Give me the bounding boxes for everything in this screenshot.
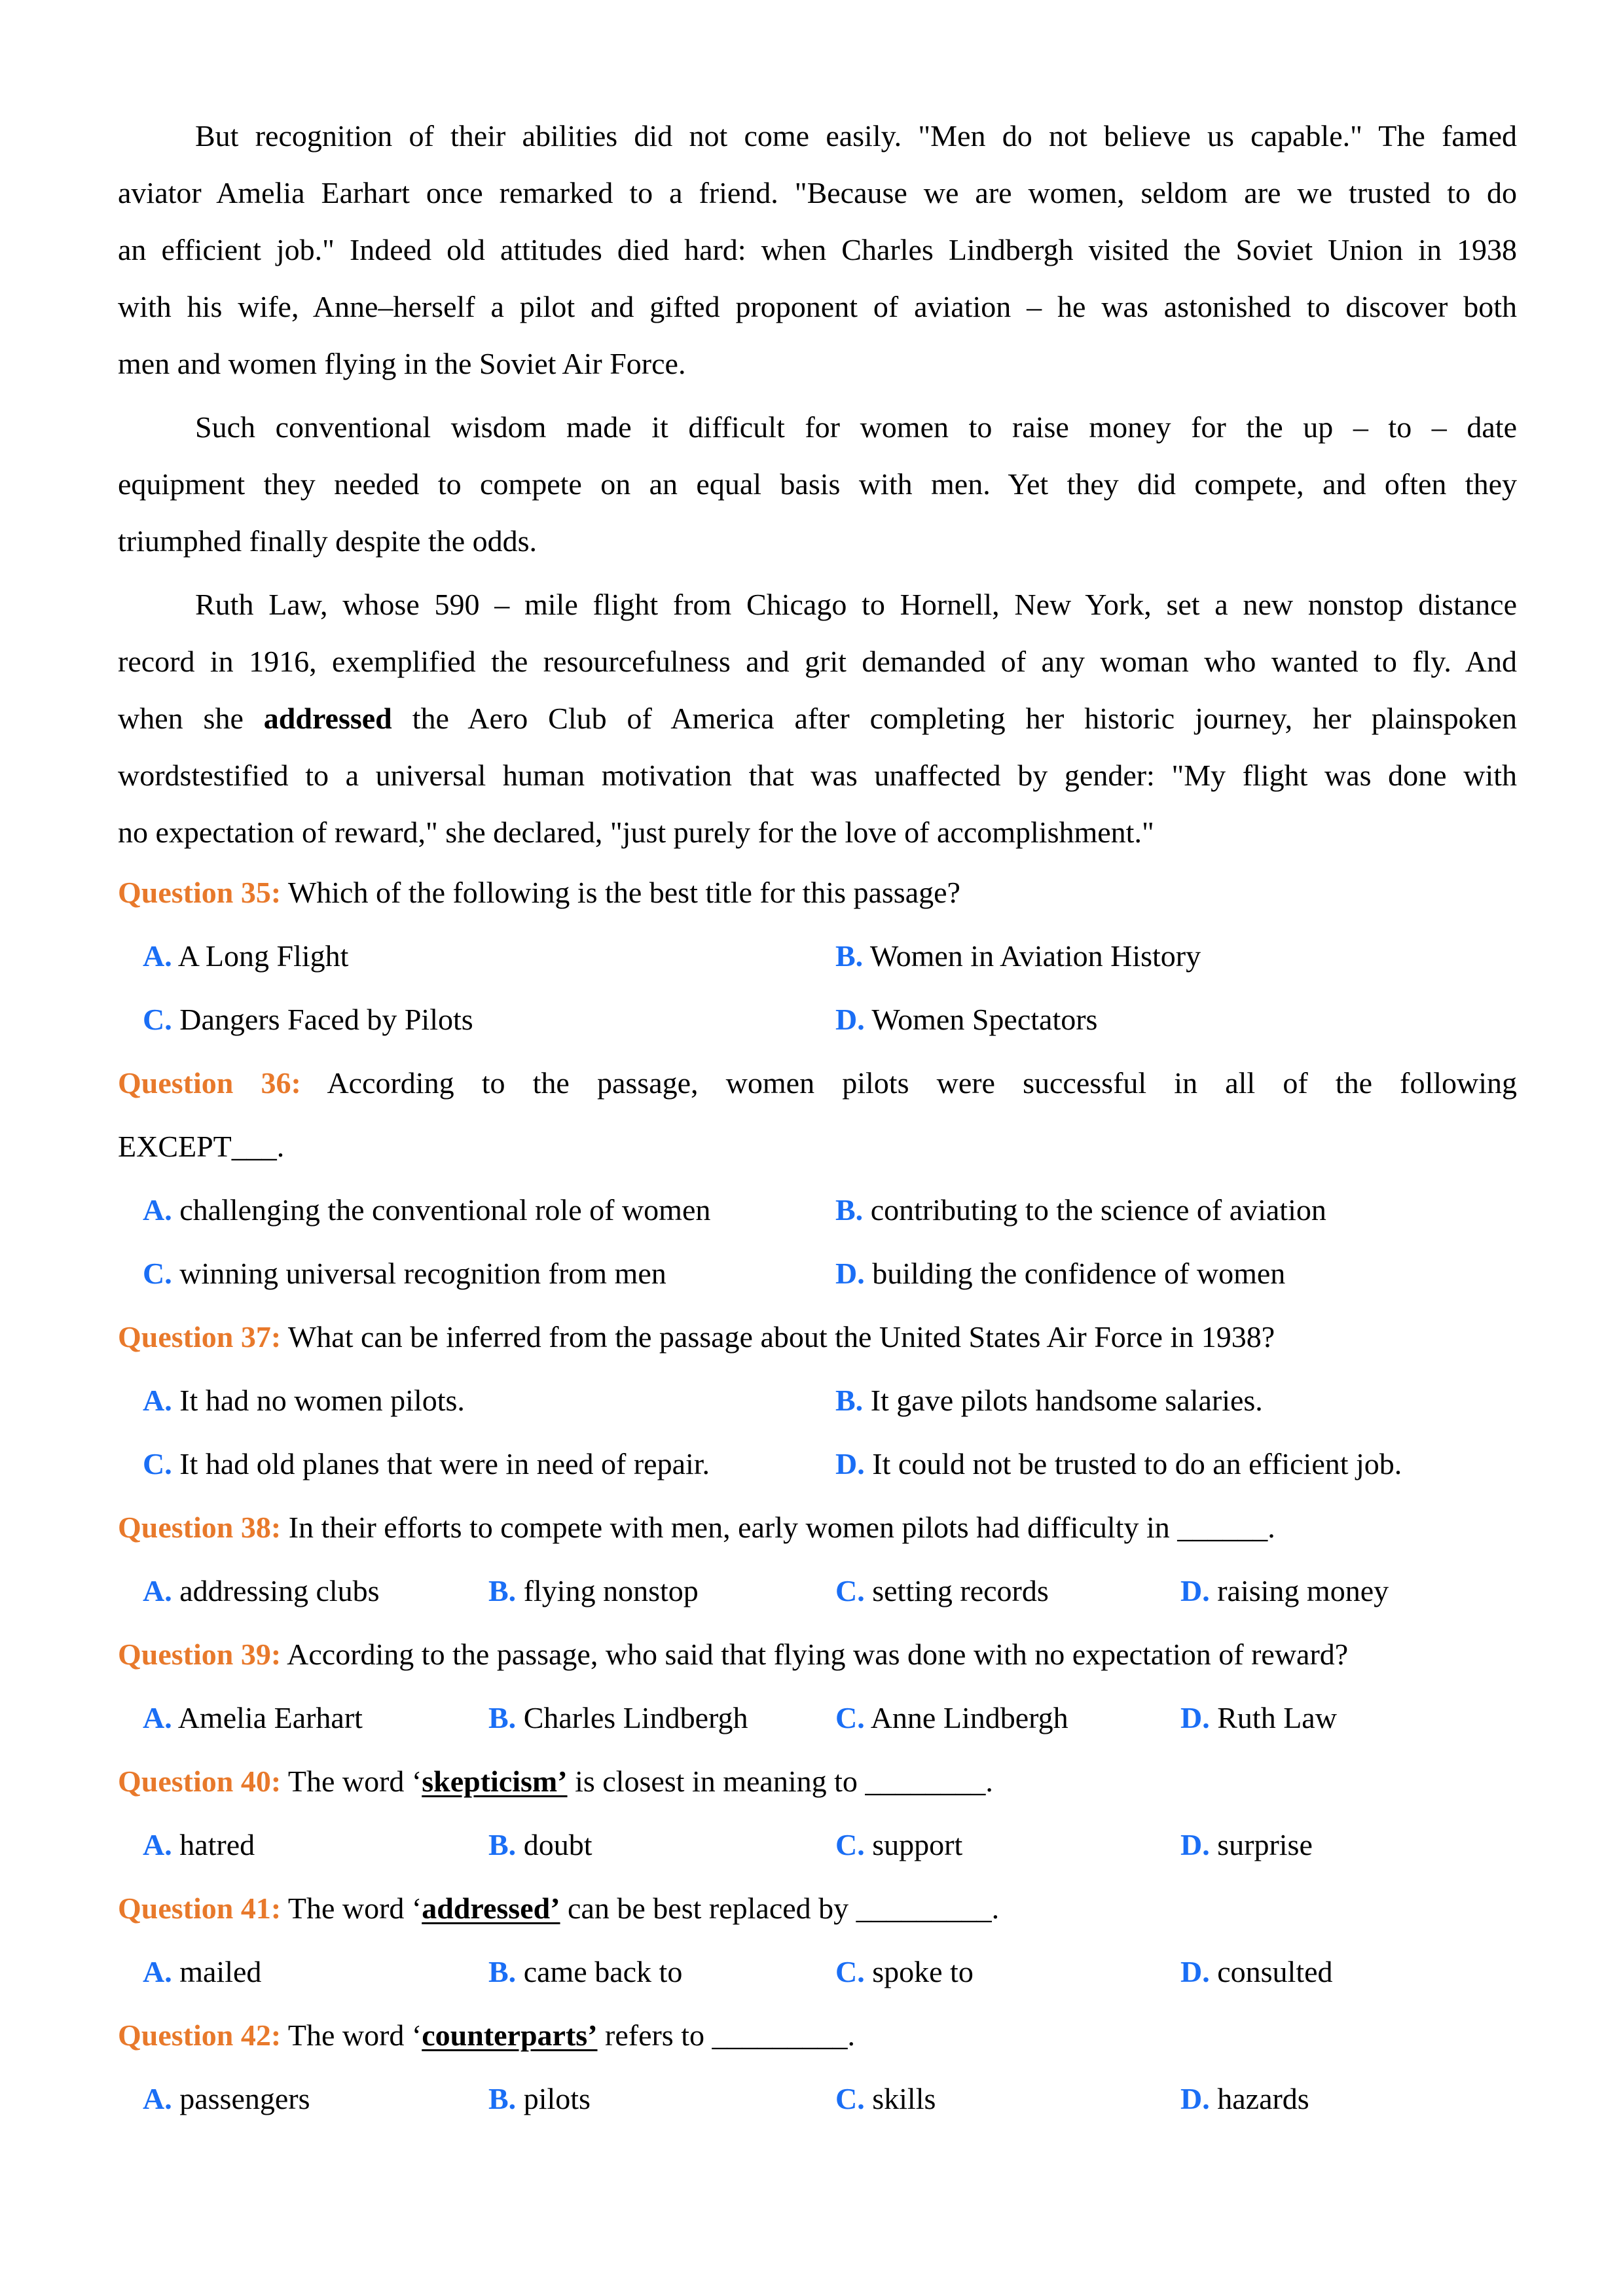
answer-option-b[interactable] bbox=[488, 1559, 699, 1623]
question-stem bbox=[118, 1496, 1517, 1559]
option-text: spoke to bbox=[872, 1955, 974, 1988]
option-letter: B. bbox=[488, 1574, 517, 1607]
passage-line: men and women flying in the Soviet Air Force. bbox=[118, 347, 686, 380]
answer-option-b[interactable] bbox=[488, 1940, 682, 2003]
question-item bbox=[118, 1623, 1517, 1749]
text-segment: The word ‘ bbox=[287, 2018, 422, 2052]
text-segment: The word ‘ bbox=[287, 1765, 422, 1798]
answer-option-d[interactable] bbox=[1180, 1813, 1313, 1876]
answer-option-a[interactable] bbox=[143, 1686, 363, 1749]
question-text: Which of the following is the best title for this passage? bbox=[287, 876, 960, 909]
passage-line: Such conventional wisdom made it difficult for women to raise money for the up – to – date bbox=[195, 410, 1517, 444]
option-text: passengers bbox=[179, 2082, 310, 2115]
answer-option-d[interactable] bbox=[1180, 1686, 1337, 1749]
passage-line: aviator Amelia Earhart once remarked to a friend. "Because we are women, seldom are we trusted to do bbox=[118, 176, 1517, 209]
answer-option-b[interactable] bbox=[835, 924, 1201, 988]
reading-passage bbox=[118, 107, 1517, 861]
text-segment: The word ‘ bbox=[287, 1892, 422, 1925]
passage-line: equipment they needed to compete on an equal basis with men. Yet they did compete, and often they bbox=[118, 467, 1517, 501]
option-letter: D. bbox=[835, 1003, 865, 1036]
option-text: A Long Flight bbox=[177, 939, 349, 973]
answer-option-c[interactable] bbox=[835, 1686, 1068, 1749]
option-text: hatred bbox=[179, 1828, 255, 1861]
options-row bbox=[118, 1242, 1517, 1305]
question-item bbox=[118, 2003, 1517, 2130]
options-row bbox=[118, 924, 1517, 988]
passage-paragraph bbox=[118, 107, 1517, 392]
answer-option-c[interactable] bbox=[143, 1242, 666, 1305]
option-text: came back to bbox=[523, 1955, 683, 1988]
options-row bbox=[118, 1432, 1517, 1496]
passage-line: But recognition of their abilities did not come easily. "Men do not believe us capable." The famed bbox=[195, 119, 1517, 152]
option-text: Ruth Law bbox=[1217, 1701, 1337, 1734]
passage-line: with his wife, Anne–herself a pilot and gifted proponent of aviation – he was astonished to discover both bbox=[118, 290, 1517, 323]
question-item bbox=[118, 1876, 1517, 2003]
option-text: It gave pilots handsome salaries. bbox=[870, 1384, 1263, 1417]
highlighted-word: addressed’ bbox=[422, 1892, 560, 1925]
passage-paragraph bbox=[118, 399, 1517, 569]
option-letter: D. bbox=[1180, 1955, 1210, 1988]
option-letter: D. bbox=[1180, 2082, 1210, 2115]
question-number: Question 41: bbox=[118, 1892, 282, 1925]
answer-option-c[interactable] bbox=[835, 1813, 962, 1876]
question-text: In their efforts to compete with men, early women pilots had difficulty in ______. bbox=[288, 1511, 1275, 1544]
option-text: mailed bbox=[179, 1955, 262, 1988]
option-text: It could not be trusted to do an efficient job. bbox=[872, 1447, 1402, 1480]
option-letter: A. bbox=[143, 1701, 172, 1734]
question-item bbox=[118, 861, 1517, 1051]
option-letter: B. bbox=[488, 1701, 517, 1734]
answer-option-b[interactable] bbox=[835, 1369, 1263, 1432]
option-text: pilots bbox=[523, 2082, 591, 2115]
option-letter: C. bbox=[835, 1955, 865, 1988]
question-number: Question 35: bbox=[118, 876, 282, 909]
option-text: Women in Aviation History bbox=[869, 939, 1201, 973]
option-letter: D. bbox=[1180, 1574, 1210, 1607]
question-stem bbox=[118, 1115, 1517, 1178]
answer-option-a[interactable] bbox=[143, 1813, 255, 1876]
answer-option-a[interactable] bbox=[143, 1369, 465, 1432]
question-item bbox=[118, 1749, 1517, 1876]
option-letter: A. bbox=[143, 2082, 172, 2115]
option-text: Charles Lindbergh bbox=[523, 1701, 748, 1734]
answer-option-b[interactable] bbox=[835, 1178, 1326, 1242]
passage-line: no expectation of reward," she declared, "just purely for the love of accomplishment." bbox=[118, 816, 1154, 849]
question-text bbox=[288, 1765, 993, 1798]
question-number: Question 40: bbox=[118, 1765, 282, 1798]
option-letter: C. bbox=[143, 1003, 172, 1036]
question-text: According to the passage, women pilots were successful in all of the following bbox=[327, 1066, 1518, 1100]
option-letter: A. bbox=[143, 1193, 172, 1227]
option-letter: D. bbox=[835, 1447, 865, 1480]
question-list bbox=[118, 861, 1517, 2130]
question-stem bbox=[118, 1051, 1517, 1115]
answer-option-a[interactable] bbox=[143, 2067, 310, 2130]
options-row bbox=[118, 1559, 1517, 1623]
option-letter: A. bbox=[143, 939, 172, 973]
question-item bbox=[118, 1496, 1517, 1623]
option-text: hazards bbox=[1217, 2082, 1309, 2115]
option-text: raising money bbox=[1217, 1574, 1389, 1607]
options-row bbox=[118, 1369, 1517, 1432]
option-letter: D. bbox=[1180, 1701, 1210, 1734]
options-row bbox=[118, 988, 1517, 1051]
option-text: support bbox=[872, 1828, 963, 1861]
question-stem bbox=[118, 861, 1517, 924]
question-text: What can be inferred from the passage about the United States Air Force in 1938? bbox=[287, 1320, 1275, 1354]
option-letter: C. bbox=[835, 2082, 865, 2115]
passage-line: Ruth Law, whose 590 – mile flight from Chicago to Hornell, New York, set a new nonstop distance bbox=[195, 588, 1517, 621]
answer-option-c[interactable] bbox=[835, 1940, 974, 2003]
answer-option-c[interactable] bbox=[835, 2067, 936, 2130]
answer-option-d[interactable] bbox=[835, 988, 1097, 1051]
answer-option-a[interactable] bbox=[143, 1178, 710, 1242]
answer-option-c[interactable] bbox=[143, 1432, 710, 1496]
answer-option-b[interactable] bbox=[488, 2067, 591, 2130]
text-segment: refers to _________. bbox=[597, 2018, 855, 2052]
text-segment: can be best replaced by _________. bbox=[560, 1892, 1000, 1925]
question-text bbox=[288, 1892, 999, 1925]
answer-option-b[interactable] bbox=[488, 1686, 748, 1749]
question-number: Question 42: bbox=[118, 2018, 282, 2052]
answer-option-d[interactable] bbox=[1180, 1940, 1333, 2003]
passage-line bbox=[118, 690, 1517, 747]
option-text: It had old planes that were in need of repair. bbox=[179, 1447, 710, 1480]
option-letter: B. bbox=[488, 1955, 517, 1988]
option-text: winning universal recognition from men bbox=[179, 1257, 666, 1290]
answer-option-b[interactable] bbox=[488, 1813, 592, 1876]
option-letter: A. bbox=[143, 1384, 172, 1417]
answer-option-d[interactable] bbox=[1180, 1559, 1389, 1623]
option-text: It had no women pilots. bbox=[179, 1384, 465, 1417]
option-letter: C. bbox=[835, 1701, 865, 1734]
bold-word: addressed bbox=[263, 702, 392, 735]
option-text: Dangers Faced by Pilots bbox=[179, 1003, 473, 1036]
passage-paragraph bbox=[118, 576, 1517, 861]
question-number: Question 38: bbox=[118, 1511, 282, 1544]
option-letter: B. bbox=[835, 939, 864, 973]
option-text: flying nonstop bbox=[523, 1574, 699, 1607]
answer-option-c[interactable] bbox=[143, 988, 473, 1051]
question-item bbox=[118, 1051, 1517, 1305]
question-number: Question 36: bbox=[118, 1066, 301, 1100]
option-letter: C. bbox=[835, 1574, 865, 1607]
exam-page bbox=[118, 107, 1517, 2130]
question-stem bbox=[118, 2003, 1517, 2067]
question-number: Question 39: bbox=[118, 1638, 282, 1671]
answer-option-d[interactable] bbox=[835, 1242, 1285, 1305]
question-stem bbox=[118, 1305, 1517, 1369]
option-text: Anne Lindbergh bbox=[870, 1701, 1068, 1734]
option-text: skills bbox=[872, 2082, 936, 2115]
answer-option-d[interactable] bbox=[835, 1432, 1402, 1496]
passage-line: an efficient job." Indeed old attitudes died hard: when Charles Lindbergh visited the Soviet Union in 1938 bbox=[118, 233, 1517, 266]
option-letter: B. bbox=[488, 1828, 517, 1861]
option-text: Amelia Earhart bbox=[177, 1701, 363, 1734]
options-row bbox=[118, 1813, 1517, 1876]
option-letter: D. bbox=[1180, 1828, 1210, 1861]
question-text: EXCEPT___. bbox=[118, 1130, 285, 1163]
option-text: addressing clubs bbox=[179, 1574, 380, 1607]
text-segment: when she bbox=[118, 702, 264, 735]
options-row bbox=[118, 1940, 1517, 2003]
option-text: setting records bbox=[872, 1574, 1049, 1607]
answer-option-c[interactable] bbox=[835, 1559, 1049, 1623]
question-stem bbox=[118, 1749, 1517, 1813]
option-text: surprise bbox=[1217, 1828, 1313, 1861]
option-letter: C. bbox=[835, 1828, 865, 1861]
answer-option-d[interactable] bbox=[1180, 2067, 1309, 2130]
answer-option-a[interactable] bbox=[143, 924, 348, 988]
option-text: Women Spectators bbox=[871, 1003, 1098, 1036]
question-stem bbox=[118, 1623, 1517, 1686]
answer-option-a[interactable] bbox=[143, 1559, 380, 1623]
option-letter: A. bbox=[143, 1955, 172, 1988]
question-stem bbox=[118, 1876, 1517, 1940]
option-text: challenging the conventional role of women bbox=[179, 1193, 711, 1227]
option-text: contributing to the science of aviation bbox=[870, 1193, 1326, 1227]
answer-option-a[interactable] bbox=[143, 1940, 261, 2003]
text-segment: is closest in meaning to ________. bbox=[567, 1765, 993, 1798]
question-number: Question 37: bbox=[118, 1320, 282, 1354]
option-letter: A. bbox=[143, 1574, 172, 1607]
options-row bbox=[118, 1178, 1517, 1242]
option-text: building the confidence of women bbox=[872, 1257, 1286, 1290]
option-letter: A. bbox=[143, 1828, 172, 1861]
option-letter: C. bbox=[143, 1447, 172, 1480]
question-item bbox=[118, 1305, 1517, 1496]
option-letter: B. bbox=[835, 1193, 864, 1227]
option-text: consulted bbox=[1217, 1955, 1333, 1988]
passage-line: record in 1916, exemplified the resourcefulness and grit demanded of any woman who wanted to fly. And bbox=[118, 645, 1517, 678]
text-segment: the Aero Club of America after completing her historic journey, her plainspoken bbox=[392, 702, 1517, 735]
passage-line: wordstestified to a universal human motivation that was unaffected by gender: "My flight was done with bbox=[118, 759, 1517, 792]
options-row bbox=[118, 2067, 1517, 2130]
option-letter: D. bbox=[835, 1257, 865, 1290]
question-text bbox=[288, 2018, 855, 2052]
option-text: doubt bbox=[523, 1828, 593, 1861]
options-row bbox=[118, 1686, 1517, 1749]
question-text: According to the passage, who said that flying was done with no expectation of reward? bbox=[287, 1638, 1349, 1671]
highlighted-word: skepticism’ bbox=[422, 1765, 568, 1798]
option-letter: B. bbox=[835, 1384, 864, 1417]
passage-line: triumphed finally despite the odds. bbox=[118, 524, 538, 558]
option-letter: B. bbox=[488, 2082, 517, 2115]
highlighted-word: counterparts’ bbox=[422, 2018, 598, 2052]
option-letter: C. bbox=[143, 1257, 172, 1290]
